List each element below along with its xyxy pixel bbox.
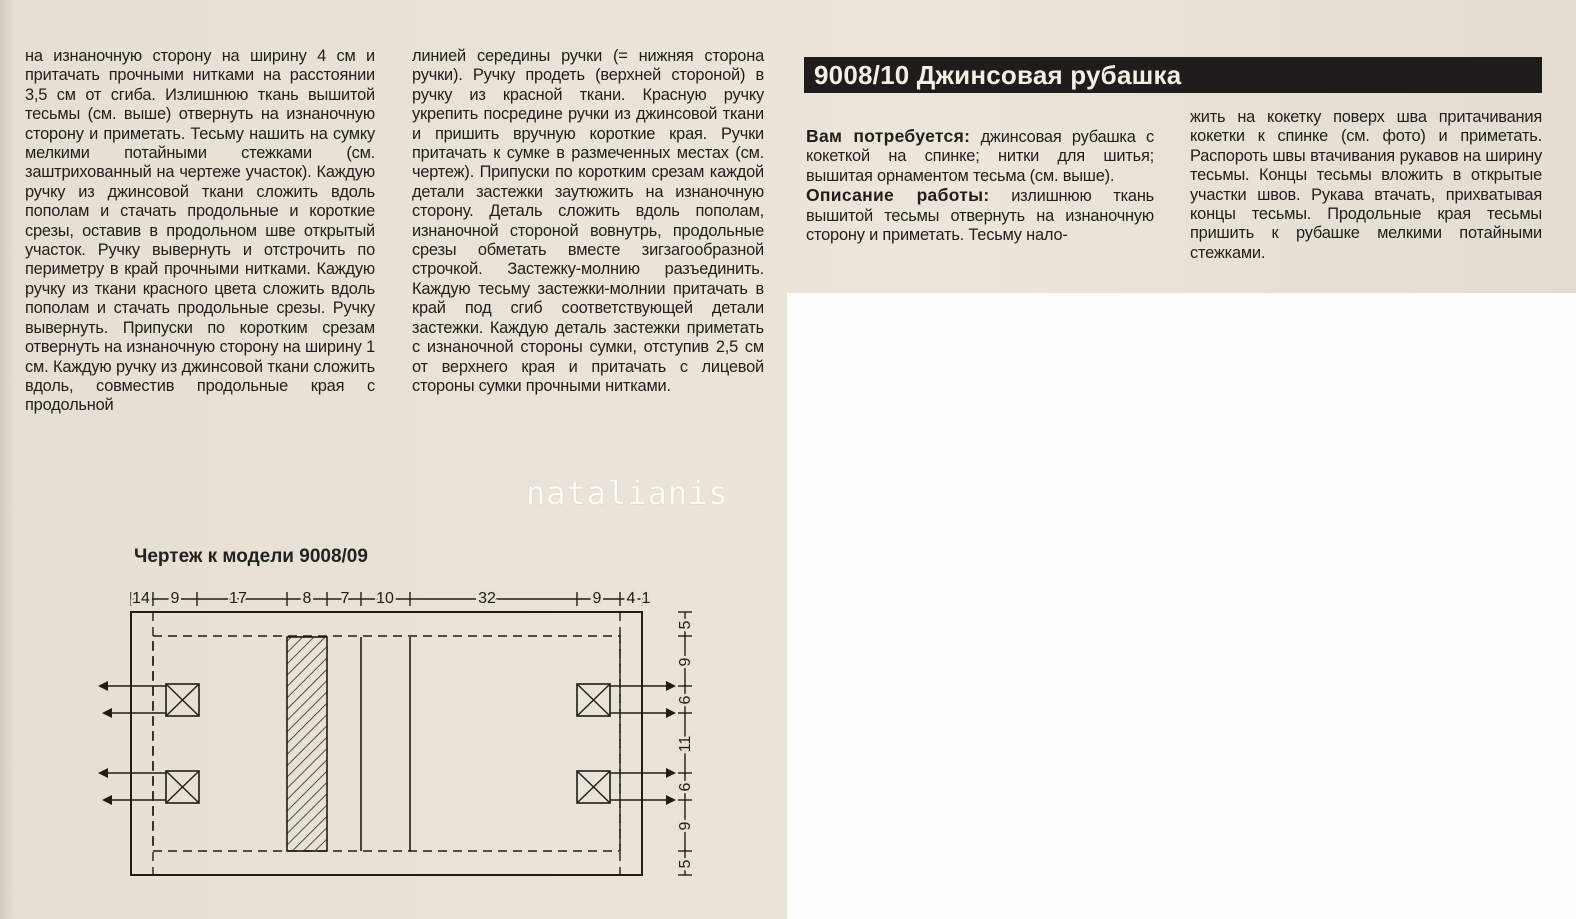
- top-dim-label: 9: [170, 590, 180, 607]
- top-dim-label: 9: [592, 590, 602, 607]
- right-dim-label: 6: [677, 782, 694, 792]
- materials-text: джинсовая рубашка с кокеткой на спинке; нитки для шитья; вышитая орнаментом тесьма (см. выше).: [806, 128, 1154, 185]
- top-dim-label: 32: [478, 590, 496, 607]
- seam-line: [153, 636, 620, 851]
- materials-paragraph: [806, 127, 1154, 186]
- top-dim-label: 4: [626, 590, 636, 607]
- drawing-title: Чертеж к модели 9008/09: [134, 546, 368, 567]
- right-dim-label: 9: [677, 821, 694, 831]
- right-dim-label: 5: [677, 859, 694, 869]
- right-dim-label: 9: [677, 657, 694, 667]
- article-title: 9008/10 Джинсовая рубашка: [814, 60, 1182, 90]
- top-dim-label: 8: [302, 590, 312, 607]
- watermark-text: natalianis: [526, 474, 729, 512]
- description-paragraph: [806, 186, 1154, 245]
- text-column-3a: [806, 127, 1154, 245]
- top-dim-label: 10: [376, 590, 394, 607]
- description-lead: излишнюю: [1011, 187, 1114, 206]
- blank-white-area: [787, 293, 1576, 919]
- text-column-3b: [1190, 108, 1542, 263]
- top-dim-label: 17: [229, 590, 247, 607]
- column2-paragraph: линией середины ручки (= нижняя сторона ручки). Ручку продеть (верхней стороной) в ручку из красной ткани. Красную ручку укрепить посредине ручки из джинсовой ткани и пришить вручную короткие края. Ручки притачать к сумке в размеченных местах (см. чертеж). Припуски по коротким срезам каждой детали застежки заутюжить на изнаночную сторону. Деталь сложить вдоль пополам, изнаночной стороной вовнутрь, продольные срезы обметать вместе зигзагообразной строчкой. Застежку-молнию разъединить. Каждую тесьму застежки-молнии притачать в край под сгиб соответствующей детали застежки. Каждую деталь застежки приметать с изнаночной стороны сумки, отступив 2,5 см от верхнего края и притачать с лицевой стороны сумки прочными нитками.: [412, 47, 764, 395]
- right-dim-label: 6: [677, 695, 694, 705]
- materials-label: Вам потребуется:: [806, 126, 971, 146]
- hatched-band: [287, 637, 327, 851]
- description-label: Описание работы:: [806, 185, 990, 206]
- right-dim-label: 11: [677, 735, 694, 753]
- top-dim-label: 1: [641, 590, 651, 607]
- column1-paragraph: на изнаночную сторону на ширину 4 см и притачать прочными нитками на расстоянии 3,5 см от сгиба. Излишнюю ткань вышитой тесьмы (см. выше) отвернуть на изнаночную сторону и приметать. Тесьму нашить на сумку мелкими потайными стежками (см. заштрихованный на чертеже участок). Каждую ручку из джинсовой ткани сложить вдоль пополам и стачать продольные и короткие срезы, оставив в продольном шве открытый участок. Ручку вывернуть и отстрочить по периметру в край прочными нитками. Каждую ручку из ткани красного цвета сложить вдоль пополам и стачать продольные срезы. Ручку вывернуть. Припуски по коротким срезам отвернуть на изнаночную сторону на ширину 1 см. Каждую ручку из джинсовой ткани сложить вдоль, совместив продольные края с продольной: [25, 47, 375, 415]
- top-dim-label: 7: [340, 590, 350, 607]
- right-dim-label: 5: [677, 620, 694, 630]
- column3b-paragraph: жить на кокетку поверх шва притачивания кокетки к спинке (см. фото) и приметать. Распороть швы втачивания рукавов на ширину тесьмы. Концы тесьмы вложить в открытые участки швов. Рукава втачать, прихватывая концы тесьмы. Продольные края тесьмы пришить к рубашке мелкими потайными стежками.: [1190, 108, 1542, 262]
- bag-outline: [131, 612, 642, 875]
- column3a-end: ткань вышитой тесьмы отвернуть на изнаночную сторону и приметать. Тесьму нало-: [806, 187, 1155, 245]
- top-dim-label: 14: [132, 590, 150, 607]
